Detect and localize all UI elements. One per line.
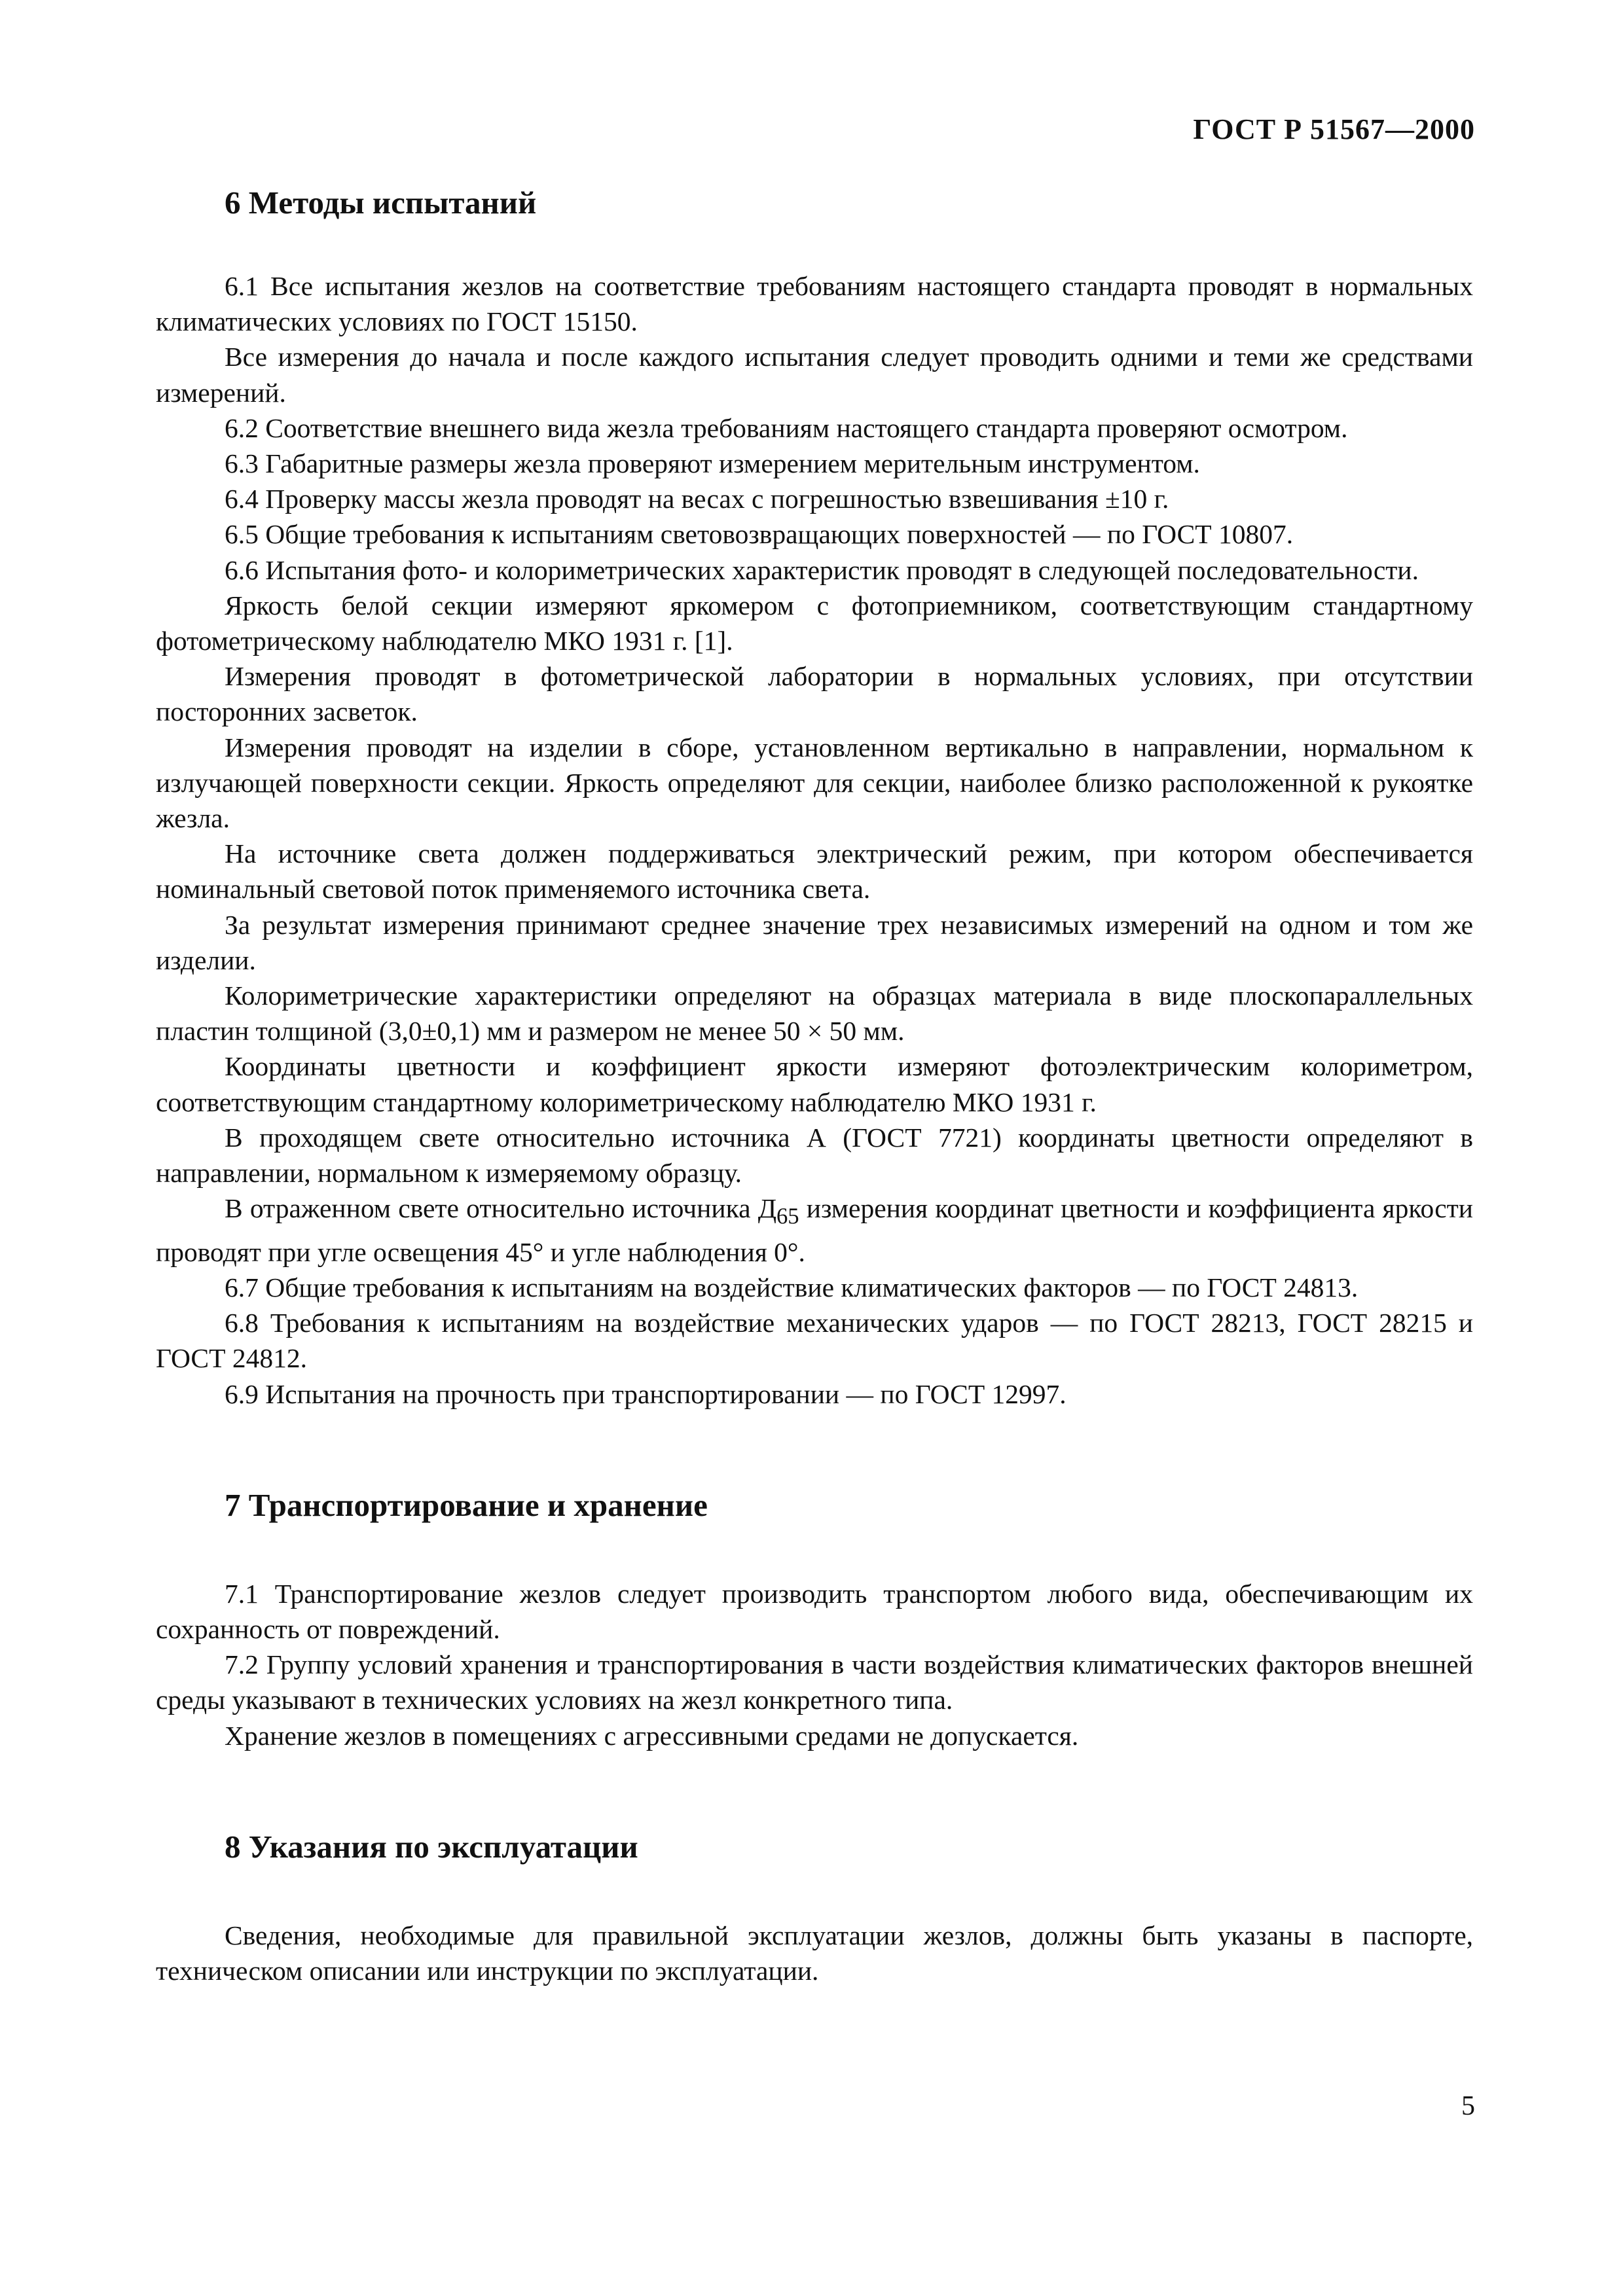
- d65-subscript: 65: [776, 1204, 799, 1229]
- paragraph-6-3: 6.3 Габаритные размеры жезла проверяют измерением мерительным инструментом.: [225, 448, 1200, 479]
- paragraph: Все измерения до начала и после каждого испытания следует проводить одними и теми же средствами измерений.: [156, 342, 1473, 408]
- paragraph-7-2: 7.2 Группу условий хранения и транспортирования в части воздействия климатических факторов внешней среды указывают в технических условиях на жезл конкретного типа.: [156, 1649, 1473, 1715]
- paragraph: На источнике света должен поддерживаться электрический режим, при котором обеспечивается номинальный световой поток применяемого источника света.: [156, 838, 1473, 905]
- paragraph: Хранение жезлов в помещениях с агрессивными средами не допускается.: [225, 1720, 1079, 1751]
- paragraph-6-4: 6.4 Проверку массы жезла проводят на весах с погрешностью взвешивания ±10 г.: [225, 484, 1169, 514]
- paragraph-6-5: 6.5 Общие требования к испытаниям световозвращающих поверхностей — по ГОСТ 10807.: [225, 519, 1294, 550]
- paragraph: Координаты цветности и коэффициент яркости измеряют фотоэлектрическим колориметром, соответствующим стандартному колориметрическому наблюдателю МКО 1931 г.: [156, 1051, 1473, 1117]
- document-body: [156, 183, 1473, 1988]
- paragraph: В проходящем свете относительно источника А (ГОСТ 7721) координаты цветности определяют в направлении, нормальном к измеряемому образцу.: [156, 1122, 1473, 1189]
- section-7-title: 7 Транспортирование и хранение: [225, 1486, 708, 1523]
- paragraph-6-8: 6.8 Требования к испытаниям на воздействие механических ударов — по ГОСТ 28213, ГОСТ 28215 и ГОСТ 24812.: [156, 1308, 1473, 1374]
- paragraph-7-1: 7.1 Транспортирование жезлов следует производить транспортом любого вида, обеспечивающим их сохранность от повреждений.: [156, 1578, 1473, 1644]
- paragraph-6-7: 6.7 Общие требования к испытаниям на воздействие климатических факторов — по ГОСТ 24813.: [225, 1272, 1359, 1302]
- paragraph-6-1: 6.1 Все испытания жезлов на соответствие требованиям настоящего стандарта проводят в нормальных климатических условиях по ГОСТ 15150.: [156, 271, 1473, 337]
- document-header-code: ГОСТ Р 51567—2000: [1193, 113, 1475, 145]
- paragraph: Яркость белой секции измеряют яркомером с фотоприемником, соответствующим стандартному фотометрическому наблюдателю МКО 1931 г. [1].: [156, 590, 1473, 656]
- paragraph-6-6: 6.6 Испытания фото- и колориметрических характеристик проводят в следующей последовательности.: [225, 554, 1419, 585]
- d65-text-before: В отраженном свете относительно источника Д: [225, 1193, 777, 1224]
- paragraph: Сведения, необходимые для правильной эксплуатации жезлов, должны быть указаны в паспорте, техническом описании или инструкции по эксплуатации.: [156, 1920, 1473, 1986]
- d65-text-after: измерения координат цветности и коэффициента яркости проводят при угле освещения 45° и угле наблюдения 0°.: [156, 1193, 1473, 1267]
- paragraph: Измерения проводят в фотометрической лаборатории в нормальных условиях, при отсутствии посторонних засветок.: [156, 661, 1473, 727]
- paragraph-6-9: 6.9 Испытания на прочность при транспортировании — по ГОСТ 12997.: [225, 1378, 1067, 1409]
- section-6-title: 6 Методы испытаний: [225, 185, 537, 221]
- section-8-title: 8 Указания по эксплуатации: [225, 1828, 638, 1865]
- paragraph-6-2: 6.2 Соответствие внешнего вида жезла требованиям настоящего стандарта проверяют осмотром.: [225, 412, 1348, 443]
- paragraph: За результат измерения принимают среднее значение трех независимых измерений на одном и том же изделии.: [156, 909, 1473, 975]
- paragraph: Колориметрические характеристики определяют на образцах материала в виде плоскопараллельных пластин толщиной (3,0±0,1) мм и размером не менее 50 × 50 мм.: [156, 980, 1473, 1047]
- paragraph-d65: [156, 1191, 1473, 1270]
- page-number: 5: [1461, 2091, 1475, 2121]
- paragraph: Измерения проводят на изделии в сборе, установленном вертикально в направлении, нормальном к излучающей поверхности секции. Яркость определяют для секции, наиболее близко расположенной к рукоятке жезла.: [156, 732, 1473, 834]
